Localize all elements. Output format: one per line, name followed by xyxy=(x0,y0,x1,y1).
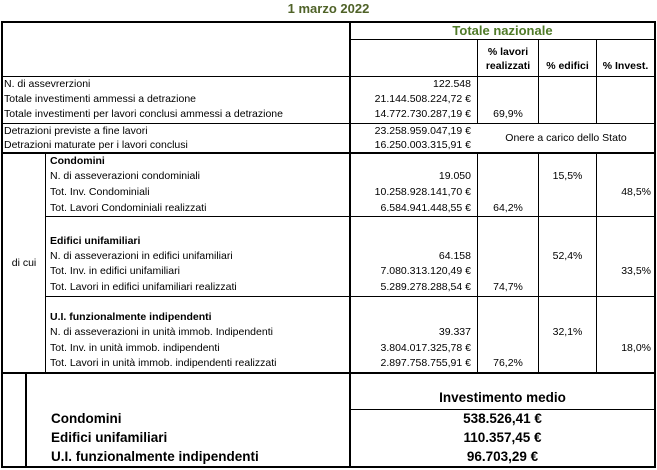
summary-value: 122.548 xyxy=(433,78,471,90)
divider xyxy=(538,39,539,124)
data-table xyxy=(1,21,656,468)
summary-pct-lavori: 69,9% xyxy=(493,108,523,120)
table-border-left xyxy=(1,21,3,468)
header-pct-edifici: % edifici xyxy=(546,60,589,72)
group-row-pct-edifici: 32,1% xyxy=(552,326,583,338)
group-row-label: Tot. Inv. in edifici unifamiliari xyxy=(50,265,180,277)
group-row-value: 64.158 xyxy=(438,250,471,262)
table-border-right xyxy=(654,21,656,468)
group-row-value: 6.584.941.448,55 € xyxy=(380,202,471,214)
group-row-value: 7.080.313.120,49 € xyxy=(380,265,471,277)
group-row-label: N. di asseverazioni condominiali xyxy=(50,170,200,182)
summary-value: 16.250.003.315,91 € xyxy=(374,139,471,151)
summary-value: 21.144.508.224,72 € xyxy=(374,93,471,105)
table-border-bottom xyxy=(1,466,656,468)
summary-label: Totale investimenti ammessi a detrazione xyxy=(4,93,197,105)
investimento-value: 110.357,45 € xyxy=(463,430,542,445)
divider xyxy=(349,39,656,40)
onere-note: Onere a carico dello Stato xyxy=(505,132,627,144)
group-title-ui: U.I. funzionalmente indipendenti xyxy=(50,311,212,323)
group-row-label: N. di asseverazioni in edifici unifamiliari xyxy=(50,250,233,262)
summary-value: 23.258.959.047,19 € xyxy=(374,125,471,137)
header-pct-lavori-2: realizzati xyxy=(485,60,531,72)
group-row-pct-lavori: 64,2% xyxy=(493,202,523,214)
group-row-value: 10.258.928.141,70 € xyxy=(374,186,471,198)
group-row-label: Tot. Inv. in unità immob. indipendenti xyxy=(50,342,220,354)
group-row-label: Tot. Lavori Condominiali realizzati xyxy=(50,202,207,214)
divider xyxy=(1,123,656,124)
group-row-pct-invest: 18,0% xyxy=(621,342,651,354)
investimento-value: 96.703,29 € xyxy=(466,449,539,464)
summary-label: Detrazioni maturate per i lavori conclusi xyxy=(4,139,188,151)
divider xyxy=(477,152,478,373)
summary-label: N. di assevrerzioni xyxy=(4,78,91,90)
investimento-value: 538.526,41 € xyxy=(463,411,542,426)
group-row-pct-invest: 48,5% xyxy=(621,186,651,198)
group-row-value: 3.804.017.325,78 € xyxy=(380,342,471,354)
group-row-pct-edifici: 15,5% xyxy=(552,170,583,182)
group-row-pct-edifici: 52,4% xyxy=(552,250,583,262)
di-cui-label: di cui xyxy=(11,257,37,269)
page-title: 1 marzo 2022 xyxy=(287,1,370,16)
group-row-label: Tot. Lavori in edifici unifamiliari realizzati xyxy=(50,281,237,293)
divider xyxy=(1,76,656,77)
divider xyxy=(1,152,656,154)
header-totale-nazionale: Totale nazionale xyxy=(452,23,553,38)
divider xyxy=(25,372,27,468)
header-pct-invest: % Invest. xyxy=(602,60,649,72)
group-row-label: N. di asseverazioni in unità immob. Indipendenti xyxy=(50,326,273,338)
group-row-pct-invest: 33,5% xyxy=(621,265,651,277)
group-row-value: 2.897.758.755,91 € xyxy=(380,357,471,369)
investimento-label: U.I. funzionalmente indipendenti xyxy=(51,449,259,464)
group-row-value: 19.050 xyxy=(438,170,471,182)
group-row-label: Tot. Lavori in unità immob. indipendenti realizzati xyxy=(50,357,277,369)
table-border-top xyxy=(1,21,656,23)
summary-label: Detrazioni previste a fine lavori xyxy=(4,125,148,137)
group-row-value: 39.337 xyxy=(438,326,471,338)
divider xyxy=(349,409,656,410)
group-row-value: 5.289.278.288,54 € xyxy=(380,281,471,293)
investimento-label: Edifici unifamiliari xyxy=(51,430,168,445)
header-pct-lavori: % lavori xyxy=(487,46,529,58)
group-row-pct-lavori: 76,2% xyxy=(493,357,523,369)
group-row-label: Tot. Inv. Condominiali xyxy=(50,186,150,198)
divider xyxy=(45,152,46,373)
summary-label: Totale investimenti per lavori conclusi ammessi a detrazione xyxy=(4,108,283,120)
group-title-edifici: Edifici unifamiliari xyxy=(50,235,141,247)
divider xyxy=(596,39,597,124)
investimento-title: Investimento medio xyxy=(439,390,566,405)
summary-value: 14.772.730.287,19 € xyxy=(374,108,471,120)
investimento-label: Condomini xyxy=(51,411,122,426)
divider xyxy=(1,372,656,374)
group-row-pct-lavori: 74,7% xyxy=(493,281,523,293)
group-title-condomini: Condomini xyxy=(50,155,105,167)
